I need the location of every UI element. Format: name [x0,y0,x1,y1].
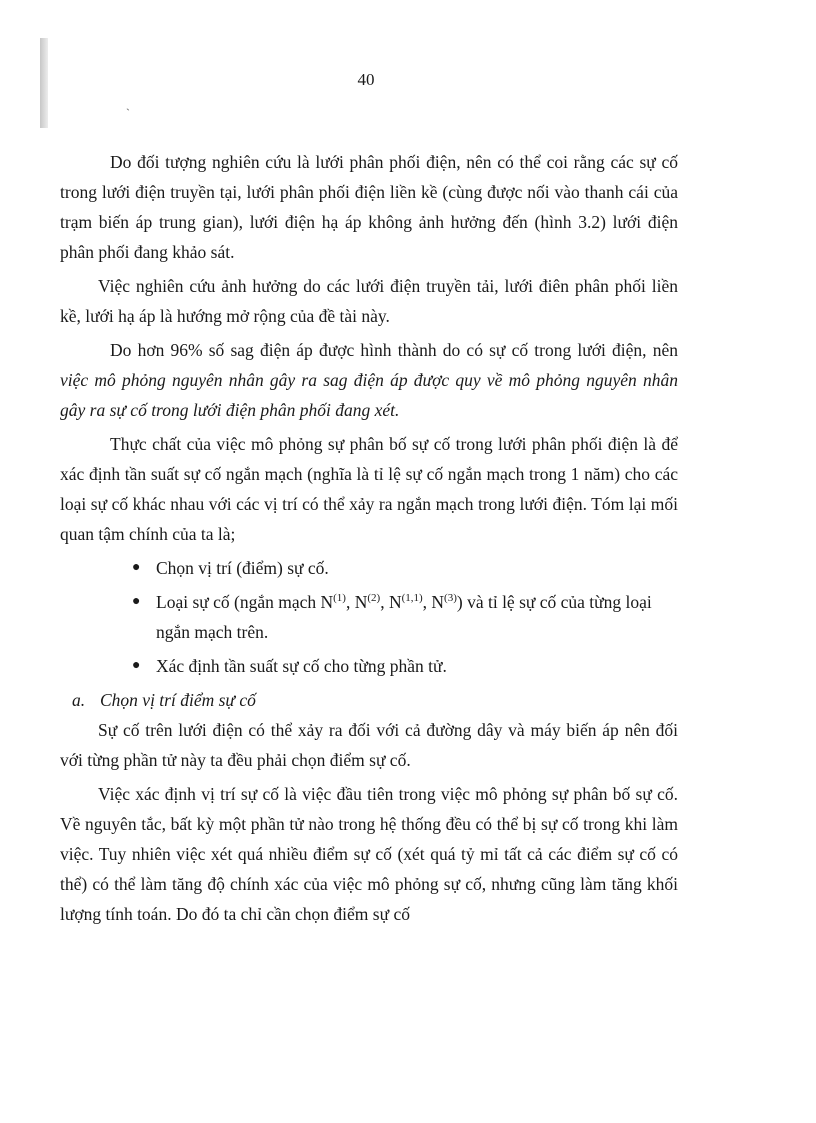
bullet-item-2-prefix: Loại sự cố (ngắn mạch N [156,592,334,612]
section-a-heading [60,685,678,715]
superscript-n11: (1,1) [401,592,423,605]
paragraph-1: Do đối tượng nghiên cứu là lưới phân phối điện, nên có thể coi rằng các sự cố trong lưới điện truyền tại, lưới phân phối điện liền kề (cùng được nối vào thanh cái của trạm biến áp trung gian), lưới điện hạ áp không ảnh hưởng đến (hình 3.2) lưới điện phân phối đang khảo sát. [60,152,678,262]
bullet-item-2-suffix: ) và tỉ lệ sự cố của từng loại ngắn mạch trên. [156,592,652,642]
bullet-dot-icon: ● [132,658,141,673]
bullet-item-1 [132,553,678,583]
superscript-n1: (1) [333,592,346,605]
section-a-letter: a. [72,690,86,710]
page-number: 40 [357,70,375,89]
paragraph-3 [60,335,678,425]
bullet-dot-icon: ● [132,560,141,575]
bullet-item-2-sep3: , N [422,592,445,612]
paragraph-2: Việc nghiên cứu ảnh hưởng do các lưới điện truyền tải, lưới điên phân phối liền kề, lưới hạ áp là hướng mở rộng của đề tài này. [60,276,678,326]
bullet-dot-icon: ● [132,594,141,609]
bullet-item-3-text: Xác định tần suất sự cố cho từng phần tử. [156,656,447,676]
bullet-item-3 [132,651,678,681]
paragraph-3-text: Do hơn 96% số sag điện áp được hình thành do có sự cố trong lưới điện, nên [110,340,678,360]
paragraph-6: Việc xác định vị trí sự cố là việc đầu tiên trong việc mô phỏng sự phân bố sự cố. Về nguyên tắc, bất kỳ một phần tử nào trong hệ thống đều có thể bị sự cố trong khi làm việc. Tuy nhiên việc xét quá nhiều điểm sự cố (xét quá tỷ mỉ tất cả các điểm sự cố có thể) có thể làm tăng độ chính xác của việc mô phỏng sự cố, nhưng cũng làm tăng khối lượng tính toán. Do đó ta chỉ cần chọn điểm sự cố [60,784,678,924]
section-a-title: Chọn vị trí điểm sự cố [100,690,256,710]
bullet-item-2-sep2: , N [380,592,402,612]
bullet-item-2 [132,587,678,647]
paragraph-3-italic: việc mô phỏng nguyên nhân gây ra sag điện áp được quy về mô phỏng nguyên nhân gây ra sự cố trong lưới điện phân phối đang xét. [60,370,678,420]
bullet-list [60,553,678,681]
superscript-n3: (3) [444,592,457,605]
page-body [60,147,678,929]
bullet-item-2-sep1: , N [345,592,368,612]
stray-ink-mark: ˋ [126,106,130,120]
paragraph-5: Sự cố trên lưới điện có thể xảy ra đối với cả đường dây và máy biến áp nên đối với từng phần tử này ta đều phải chọn điểm sự cố. [60,720,678,770]
bullet-item-1-text: Chọn vị trí (điểm) sự cố. [156,558,329,578]
superscript-n2: (2) [367,592,381,605]
paragraph-4: Thực chất của việc mô phỏng sự phân bố sự cố trong lưới phân phối điện là để xác định tần suất sự cố ngắn mạch (nghĩa là tỉ lệ sự cố ngắn mạch trong 1 năm) cho các loại sự cố khác nhau với các vị trí có thể xảy ra ngắn mạch trong lưới điện. Tóm lại mối quan tậm chính của ta là; [60,434,678,544]
